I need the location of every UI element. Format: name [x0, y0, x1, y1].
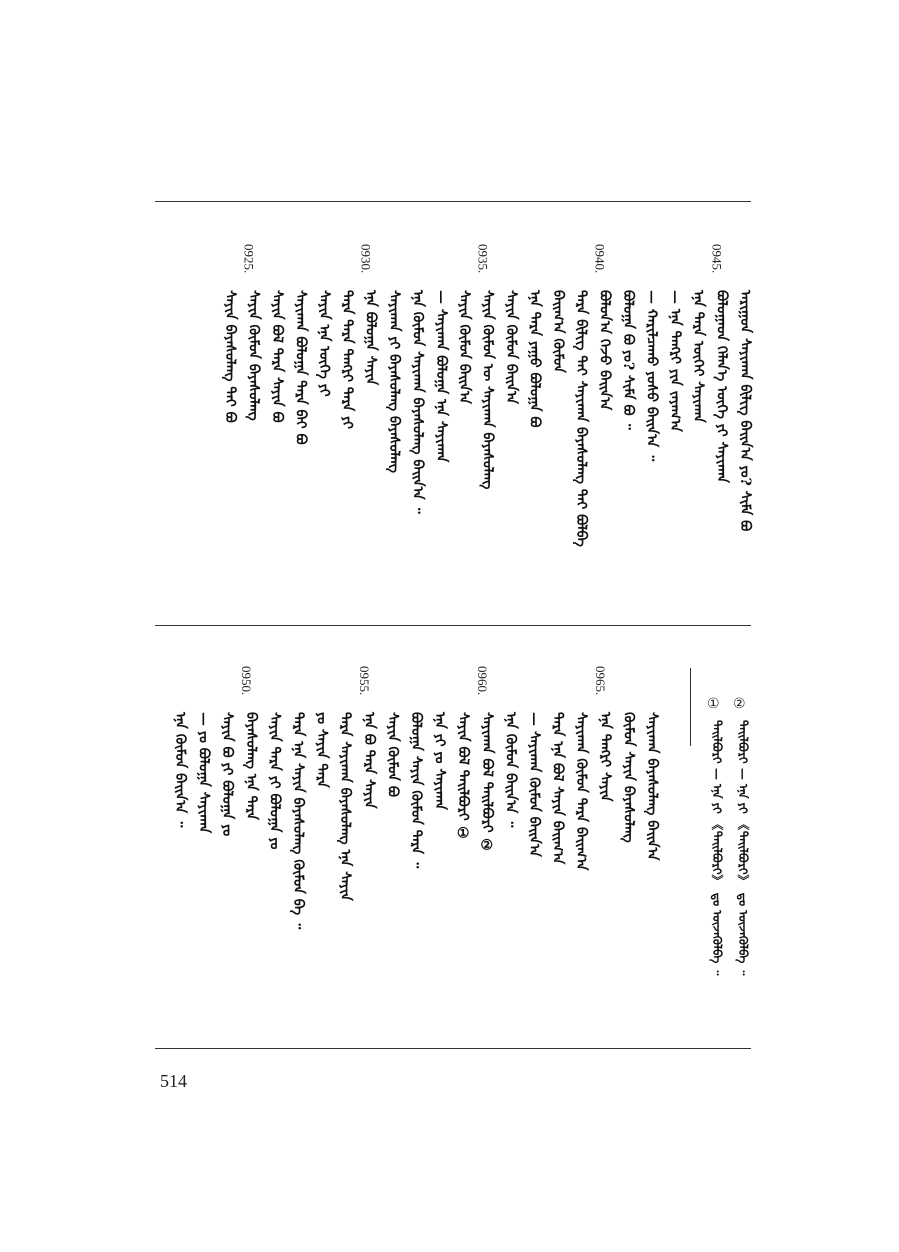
middle-rule — [155, 625, 751, 626]
verse-line — [499, 290, 517, 560]
verse-line — [663, 290, 681, 560]
verse-line — [358, 244, 379, 560]
line-number: 0945. — [709, 244, 725, 274]
verse-text: ᠪᠠᠢᠭ᠎ᠠ ᠬᠦᠮᠦᠨ — [549, 290, 566, 373]
verse-line — [569, 712, 590, 927]
verse-line — [218, 290, 239, 560]
verse-text: ᠰᠠᠶᠢᠨ ᠬᠦᠮᠦᠨ ᠪᠣ — [384, 712, 401, 797]
verse-line — [592, 666, 613, 927]
verse-text: ᠲᠡᠷᠡ ᠡᠨᠡ ᠰᠠᠶᠢᠨ ᠪᠠᠶᠠᠰᠤᠯᠠᠩ ᠬᠦᠮᠦᠨ ᠪᠠ ᠃ — [290, 712, 306, 930]
footnote-mark: ② — [733, 696, 746, 712]
verse-text: ᠰᠠᠶᠢᠨ ᠪᠣᠯ ᠲᠡᠷᠡ ᠰᠠᠶᠢᠨ ᠪᠣ — [269, 290, 285, 423]
verse-line — [241, 244, 262, 560]
verse-line — [546, 712, 564, 927]
verse-text: — ᠰᠠᠶᠢᠬᠠᠨ ᠪᠣᠯᠤᠭᠠ ᠡᠨᠡ ᠰᠠᠶᠢᠬᠠᠨ — [432, 290, 449, 463]
verse-text: ᠡᠨᠡ ᠲᠡᠷᠡ ᠦᠭᠡᠢ ᠰᠠᠶᠢᠬᠠᠨ — [690, 290, 707, 423]
verse-line — [522, 712, 540, 927]
verse-line — [238, 666, 259, 927]
verse-text: ᠪᠣᠯᠤᠨ᠎ᠠ ᠭᠡᠵᠦ ᠪᠠᠢᠨ᠎ᠠ — [596, 290, 613, 411]
verse-text: ᠰᠠᠶᠢᠨ ᠬᠦᠮᠦᠨ ᠪᠠᠢᠨ᠎ᠠ — [503, 290, 519, 405]
footnote-text: ᠲᠠᠢᠯᠪᠤᠷᠢ — ᠡᠨᠡ ᠶᠢ 《ᠲᠠᠢᠯᠪᠤᠷᠢ》 ᠳᠤ ᠦᠵᠡᠭᠦᠯᠪᠡ ᠃ — [710, 720, 724, 976]
verse-line — [382, 290, 400, 560]
verse-text: ᠲᠡᠷᠡ ᠰᠠᠶᠢᠬᠠᠨ ᠪᠠᠶᠠᠰᠤᠯᠠᠩ ᠡᠨᠡ ᠰᠠᠶᠢᠨ — [337, 712, 354, 901]
verse-text: ᠰᠠᠶᠢᠨ ᠬᠦᠮᠦᠨ ᠪᠠᠶᠠᠰᠤᠯᠠᠩ — [245, 290, 262, 421]
verse-text: ᠰᠠᠶᠢᠨ ᠪᠣᠯ ᠲᠠᠢᠯᠪᠤᠷᠢ ① — [455, 712, 472, 842]
verse-line — [616, 290, 634, 560]
verse-text: ᠰᠠᠶᠢᠬᠠᠨ ᠪᠣᠯ ᠲᠠᠢᠯᠪᠤᠷᠢ ② — [478, 712, 495, 854]
verse-text: — ᠡᠨᠡ ᠲᠡᠩᠷᠢ ᠶᠢᠨ ᠵᠠᠶᠠᠭ᠎ᠠ — [666, 290, 683, 432]
verse-line — [640, 712, 658, 927]
verse-text: ᠪᠤᠯᠤᠭᠠ ᠪᠣ ᠶᠤ? ᠰᠢᠮᠠ ᠪᠣ ᠃ — [620, 290, 636, 430]
verse-text: ᠲᠡᠷᠡ ᠡᠨᠡ ᠪᠣᠯ ᠰᠠᠶᠢᠨ ᠪᠠᠢᠭ᠎ᠠ — [549, 712, 566, 865]
verse-text: ᠡᠨᠡ ᠬᠦᠮᠦᠨ ᠪᠠᠢᠨ᠎ᠠ ᠃ — [502, 712, 519, 828]
verse-line — [192, 712, 210, 927]
verse-text: ᠶᠤ ᠰᠠᠶᠢᠨ ᠲᠡᠷᠡ — [313, 712, 330, 788]
verse-text: ᠡᠨᠡ ᠲᠡᠩᠷᠢ ᠰᠠᠶᠢᠨ — [596, 712, 613, 802]
verse-line — [569, 290, 590, 560]
footnote — [733, 696, 753, 976]
verse-line — [616, 712, 637, 927]
footnote-mark: ① — [707, 696, 720, 712]
verse-line — [265, 290, 283, 560]
line-number: 0930. — [358, 244, 374, 274]
verse-text: ᠰᠠᠶᠢᠨ ᠡᠨᠡ ᠦᠭᠡ ᠶᠢ — [315, 290, 332, 397]
verse-line — [288, 290, 309, 560]
verse-text: ᠪᠣᠯᠤᠭᠠ ᠰᠠᠶᠢᠨ ᠬᠦᠮᠦᠨ ᠲᠡᠷᠡ ᠃ — [408, 712, 424, 869]
verse-line — [404, 712, 422, 927]
verse-line — [215, 712, 236, 927]
verse-line — [312, 290, 330, 560]
verse-line — [452, 290, 473, 560]
verse-line — [310, 712, 328, 927]
verse-text: — ᠶᠤ ᠪᠣᠯᠤᠭᠠ ᠰᠠᠶᠢᠬᠠᠨ — [195, 712, 212, 834]
verse-text: ᠪᠠᠶᠠᠰᠤᠯᠠᠩ ᠡᠨᠡ ᠲᠡᠷᠡ — [242, 712, 259, 820]
verse-line — [380, 712, 401, 927]
verse-text: ᠰᠠᠶᠢᠬᠠᠨ ᠶᠢ ᠪᠠᠶᠠᠰᠤᠯᠠᠩ ᠪᠠᠶᠠᠰᠤᠯᠠᠩ — [386, 290, 402, 474]
verse-text: ᠡᠨᠡ ᠲᠡᠷᠡ ᠶᠠᠭᠤ ᠪᠣᠯᠤᠭᠠ ᠪᠣ — [526, 290, 543, 428]
verse-text: ᠡᠨᠡ ᠬᠦᠮᠦᠨ ᠰᠠᠶᠢᠬᠠᠨ ᠪᠠᠶᠠᠰᠤᠯᠠᠩ ᠪᠠᠢᠨ᠎ᠠ ᠃ — [409, 290, 426, 514]
verse-line — [428, 712, 446, 927]
top-rule — [155, 201, 751, 202]
verse-line — [405, 290, 426, 560]
verse-line — [429, 290, 447, 560]
verse-line — [498, 712, 519, 927]
verse-line — [709, 244, 730, 560]
verse-text: ᠰᠠᠶᠢᠬᠠᠨ ᠪᠣᠯᠤᠭᠠ ᠲᠡᠷᠡ ᠪᠠᠢ ᠪᠣ — [292, 290, 309, 445]
verse-line — [474, 666, 495, 927]
verse-text: ᠠᠷᠢᠭᠤᠨ ᠰᠠᠶᠢᠬᠠᠨ ᠪᠢᠯᠢᠭ ᠪᠠᠢᠨ᠎ᠠ ᠶᠤ? ᠰᠢᠮᠠ ᠪᠣ — [737, 290, 753, 532]
verse-line — [686, 290, 707, 560]
footnote — [707, 696, 727, 976]
verse-text: ᠪᠣᠯᠤᠭᠠᠳ ᠬᠡᠯᠡᠨ᠎ᠡ ᠦᠭᠡ ᠶᠢ ᠰᠠᠶᠢᠬᠠᠨ — [713, 290, 730, 484]
verse-line — [333, 712, 354, 927]
verse-text: ᠰᠠᠶᠢᠬᠠᠨ ᠬᠦᠮᠦᠨ ᠲᠡᠷᠡ ᠪᠠᠢᠭ᠎ᠠ — [573, 712, 590, 871]
line-number: 0935. — [475, 244, 491, 274]
verse-text: — ᠰᠠᠶᠢᠬᠠᠨ ᠬᠦᠮᠦᠨ ᠪᠠᠢᠨ᠎ᠠ — [526, 712, 542, 857]
verse-text: ᠬᠦᠮᠦᠨ ᠰᠠᠶᠢᠨ ᠪᠠᠶᠠᠰᠤᠯᠠᠩ — [620, 712, 637, 843]
verse-text: ᠲᠡᠷᠡ ᠲᠡᠷᠡ ᠲᠡᠩᠷᠢ ᠲᠡᠷᠡ ᠶᠢ — [339, 290, 356, 430]
verse-text: ᠡᠨᠡ ᠶᠢ ᠶᠤ ᠰᠠᠶᠢᠬᠠᠨ — [431, 712, 448, 810]
verse-text: ᠡᠨᠡ ᠪᠣᠯᠤᠭᠠ ᠰᠠᠶᠢᠨ — [362, 290, 379, 386]
line-number: 0965. — [592, 666, 608, 696]
line-number: 0925. — [241, 244, 257, 274]
line-number: 0955. — [356, 666, 372, 696]
verse-text: ᠰᠠᠶᠢᠨ ᠬᠦᠮᠦᠨ ᠦ ᠰᠠᠶᠢᠬᠠᠨ ᠪᠠᠶᠠᠰᠤᠯᠠᠩ — [479, 290, 496, 490]
page-number: 514 — [160, 1071, 187, 1091]
verse-text: ᠰᠠᠶᠢᠨ ᠲᠡᠷᠡ ᠶᠢ ᠪᠣᠯᠤᠭᠠ ᠶᠤ — [266, 712, 283, 850]
verse-text: ᠡᠨᠡ ᠬᠦᠮᠦᠨ ᠪᠠᠢᠨ᠎ᠠ ᠃ — [172, 712, 188, 828]
verse-line — [592, 244, 613, 560]
verse-line — [733, 290, 751, 560]
footnote-separator — [690, 668, 691, 746]
verse-line — [168, 712, 186, 927]
footnote-text: ᠲᠠᠢᠯᠪᠤᠷᠢ — ᠡᠨᠡ ᠶᠢ 《ᠲᠠᠢᠯᠪᠤᠷᠢ》 ᠳᠤ ᠦᠵᠡᠭᠦᠯᠪᠡ ᠃ — [736, 720, 750, 976]
verse-text: ᠰᠠᠶᠢᠨ ᠪᠣ ᠶᠢ ᠪᠣᠯᠤᠭᠠ ᠶᠤ — [219, 712, 236, 837]
verse-line — [335, 290, 356, 560]
verse-line — [639, 290, 660, 560]
line-number: 0940. — [592, 244, 608, 274]
verse-line — [286, 712, 306, 930]
verse-line — [356, 666, 377, 927]
line-number: 0950. — [238, 666, 254, 696]
line-number: 0960. — [474, 666, 490, 696]
verse-text: ᠡᠨᠡ ᠪᠣ ᠲᠡᠷᠡ ᠰᠠᠶᠢᠨ — [360, 712, 377, 809]
verse-text: ᠰᠠᠶᠢᠨ ᠪᠠᠶᠠᠰᠤᠯᠠᠩ ᠲᠠᠢ ᠪᠣ — [222, 290, 239, 423]
verse-line — [475, 244, 496, 560]
verse-line — [262, 712, 283, 927]
verse-line — [546, 290, 564, 560]
bottom-rule — [155, 1048, 751, 1049]
verse-text: ᠰᠠᠶᠢᠬᠠᠨ ᠪᠠᠶᠠᠰᠤᠯᠠᠩ ᠪᠠᠢᠨ᠎ᠠ — [644, 712, 660, 861]
verse-line — [451, 712, 472, 927]
verse-text: ᠲᠡᠷᠡ ᠪᠢᠯᠢᠭ ᠲᠠᠢ ᠰᠠᠶᠢᠬᠠᠨ ᠪᠠᠶᠠᠰᠤᠯᠠᠩ ᠲᠠᠢ ᠪᠣᠯᠪᠠ — [573, 290, 590, 547]
verse-text: — ᠬᠠᠷᠢᠯᠴᠠᠬᠤ ᠶᠤᠰᠤ ᠪᠠᠢᠨ᠎ᠠ ᠃ — [643, 290, 660, 462]
verse-line — [522, 290, 543, 560]
verse-text: ᠰᠠᠶᠢᠨ ᠬᠦᠮᠦᠨ ᠪᠠᠢᠨ᠎ᠠ — [456, 290, 473, 405]
